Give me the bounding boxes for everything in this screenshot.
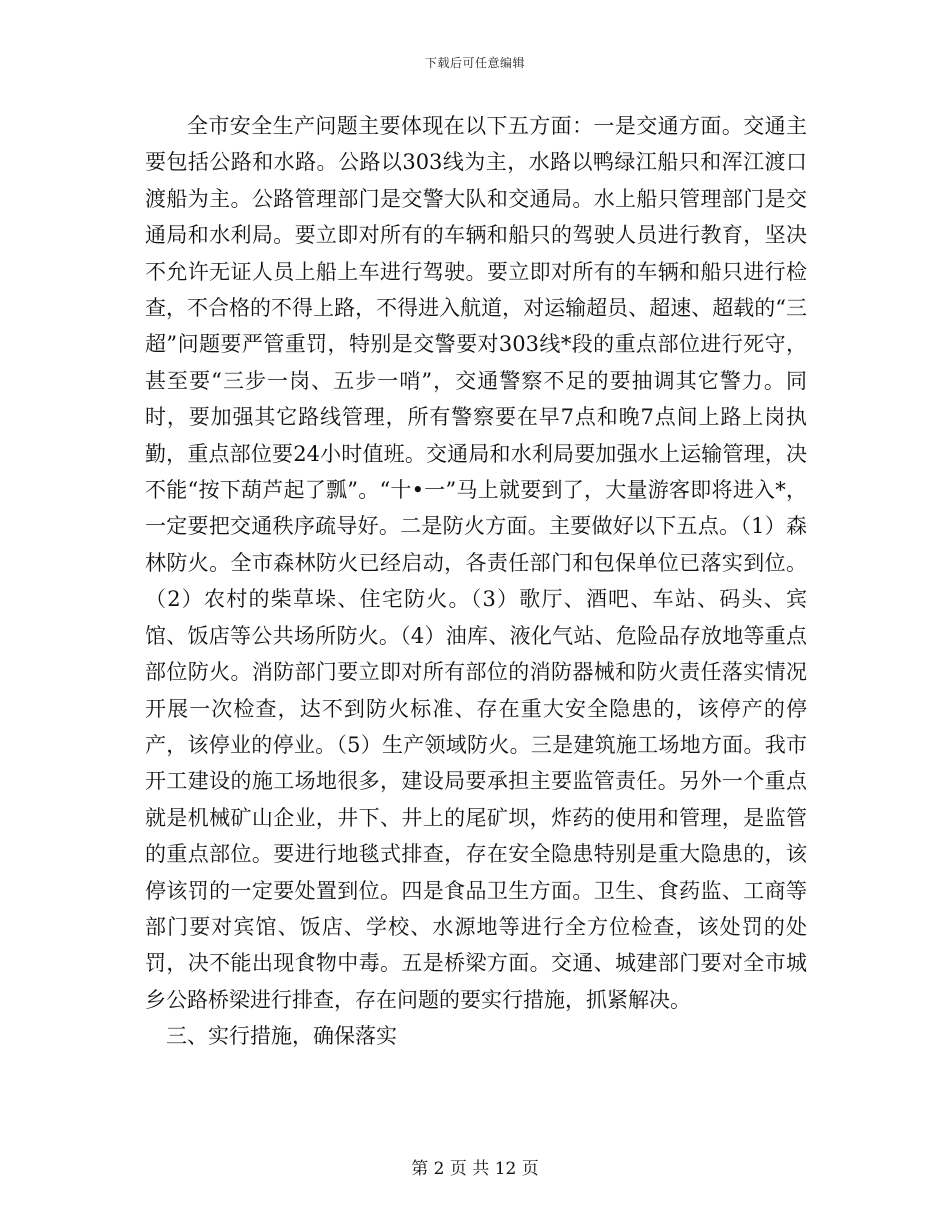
page-number: 第 2 页 共 12 页 <box>411 1159 539 1179</box>
section-heading: 三、实行措施，确保落实 <box>166 1024 397 1049</box>
body-paragraph: 全市安全生产问题主要体现在以下五方面：一是交通方面。交通主要包括公路和水路。公路以303线为主，水路以鸭绿江船只和浑江渡口渡船为主。公路管理部门是交警大队和交通局。水上船只管理部门是交通局和水利局。要立即对所有的车辆和船只的驾驶人员进行教育，坚决不允许无证人员上船上车进行驾驶。要立即对所有的车辆和船只进行检查，不合格的不得上路，不得进入航道，对运输超员、超速、超载的“三超”问题要严管重罚，特别是交警要对303线*段的重点部位进行死守，甚至要“三步一岗、五步一哨”，交通警察不足的要抽调其它警力。同时，要加强其它路线管理，所有警察要在早7点和晚7点间上路上岗执勤，重点部位要24小时值班。交通局和水利局要加强水上运输管理，决不能“按下葫芦起了瓢”。“十•一”马上就要到了，大量游客即将进入*，一定要把交通秩序疏导好。二是防火方面。主要做好以下五点。（1）森林防火。全市森林防火已经启动，各责任部门和包保单位已落实到位。（2）农村的柴草垛、住宅防火。（3）歌厅、酒吧、车站、码头、宾馆、饭店等公共场所防火。（4）油库、液化气站、危险品存放地等重点部位防火。消防部门要立即对所有部位的消防器械和防火责任落实情况开展一次检查，达不到防火标准、存在重大安全隐患的，该停产的停产，该停业的停业。（5）生产领域防火。三是建筑施工场地方面。我市开工建设的施工场地很多，建设局要承担主要监管责任。另外一个重点就是机械矿山企业，井下、井上的尾矿坝，炸药的使用和管理，是监管的重点部位。要进行地毯式排查，存在安全隐患特别是重大隐患的，该停该罚的一定要处置到位。四是食品卫生方面。卫生、食药监、工商等部门要对宾馆、饭店、学校、水源地等进行全方位检查，该处罚的处罚，决不能出现食物中毒。五是桥梁方面。交通、城建部门要对全市城乡公路桥梁进行排查，存在问题的要实行措施，抓紧解决。 <box>145 114 807 1012</box>
page-footer <box>0 1154 950 1179</box>
page-header: 下载后可任意编辑 <box>424 56 525 70</box>
document-body <box>145 108 807 1055</box>
